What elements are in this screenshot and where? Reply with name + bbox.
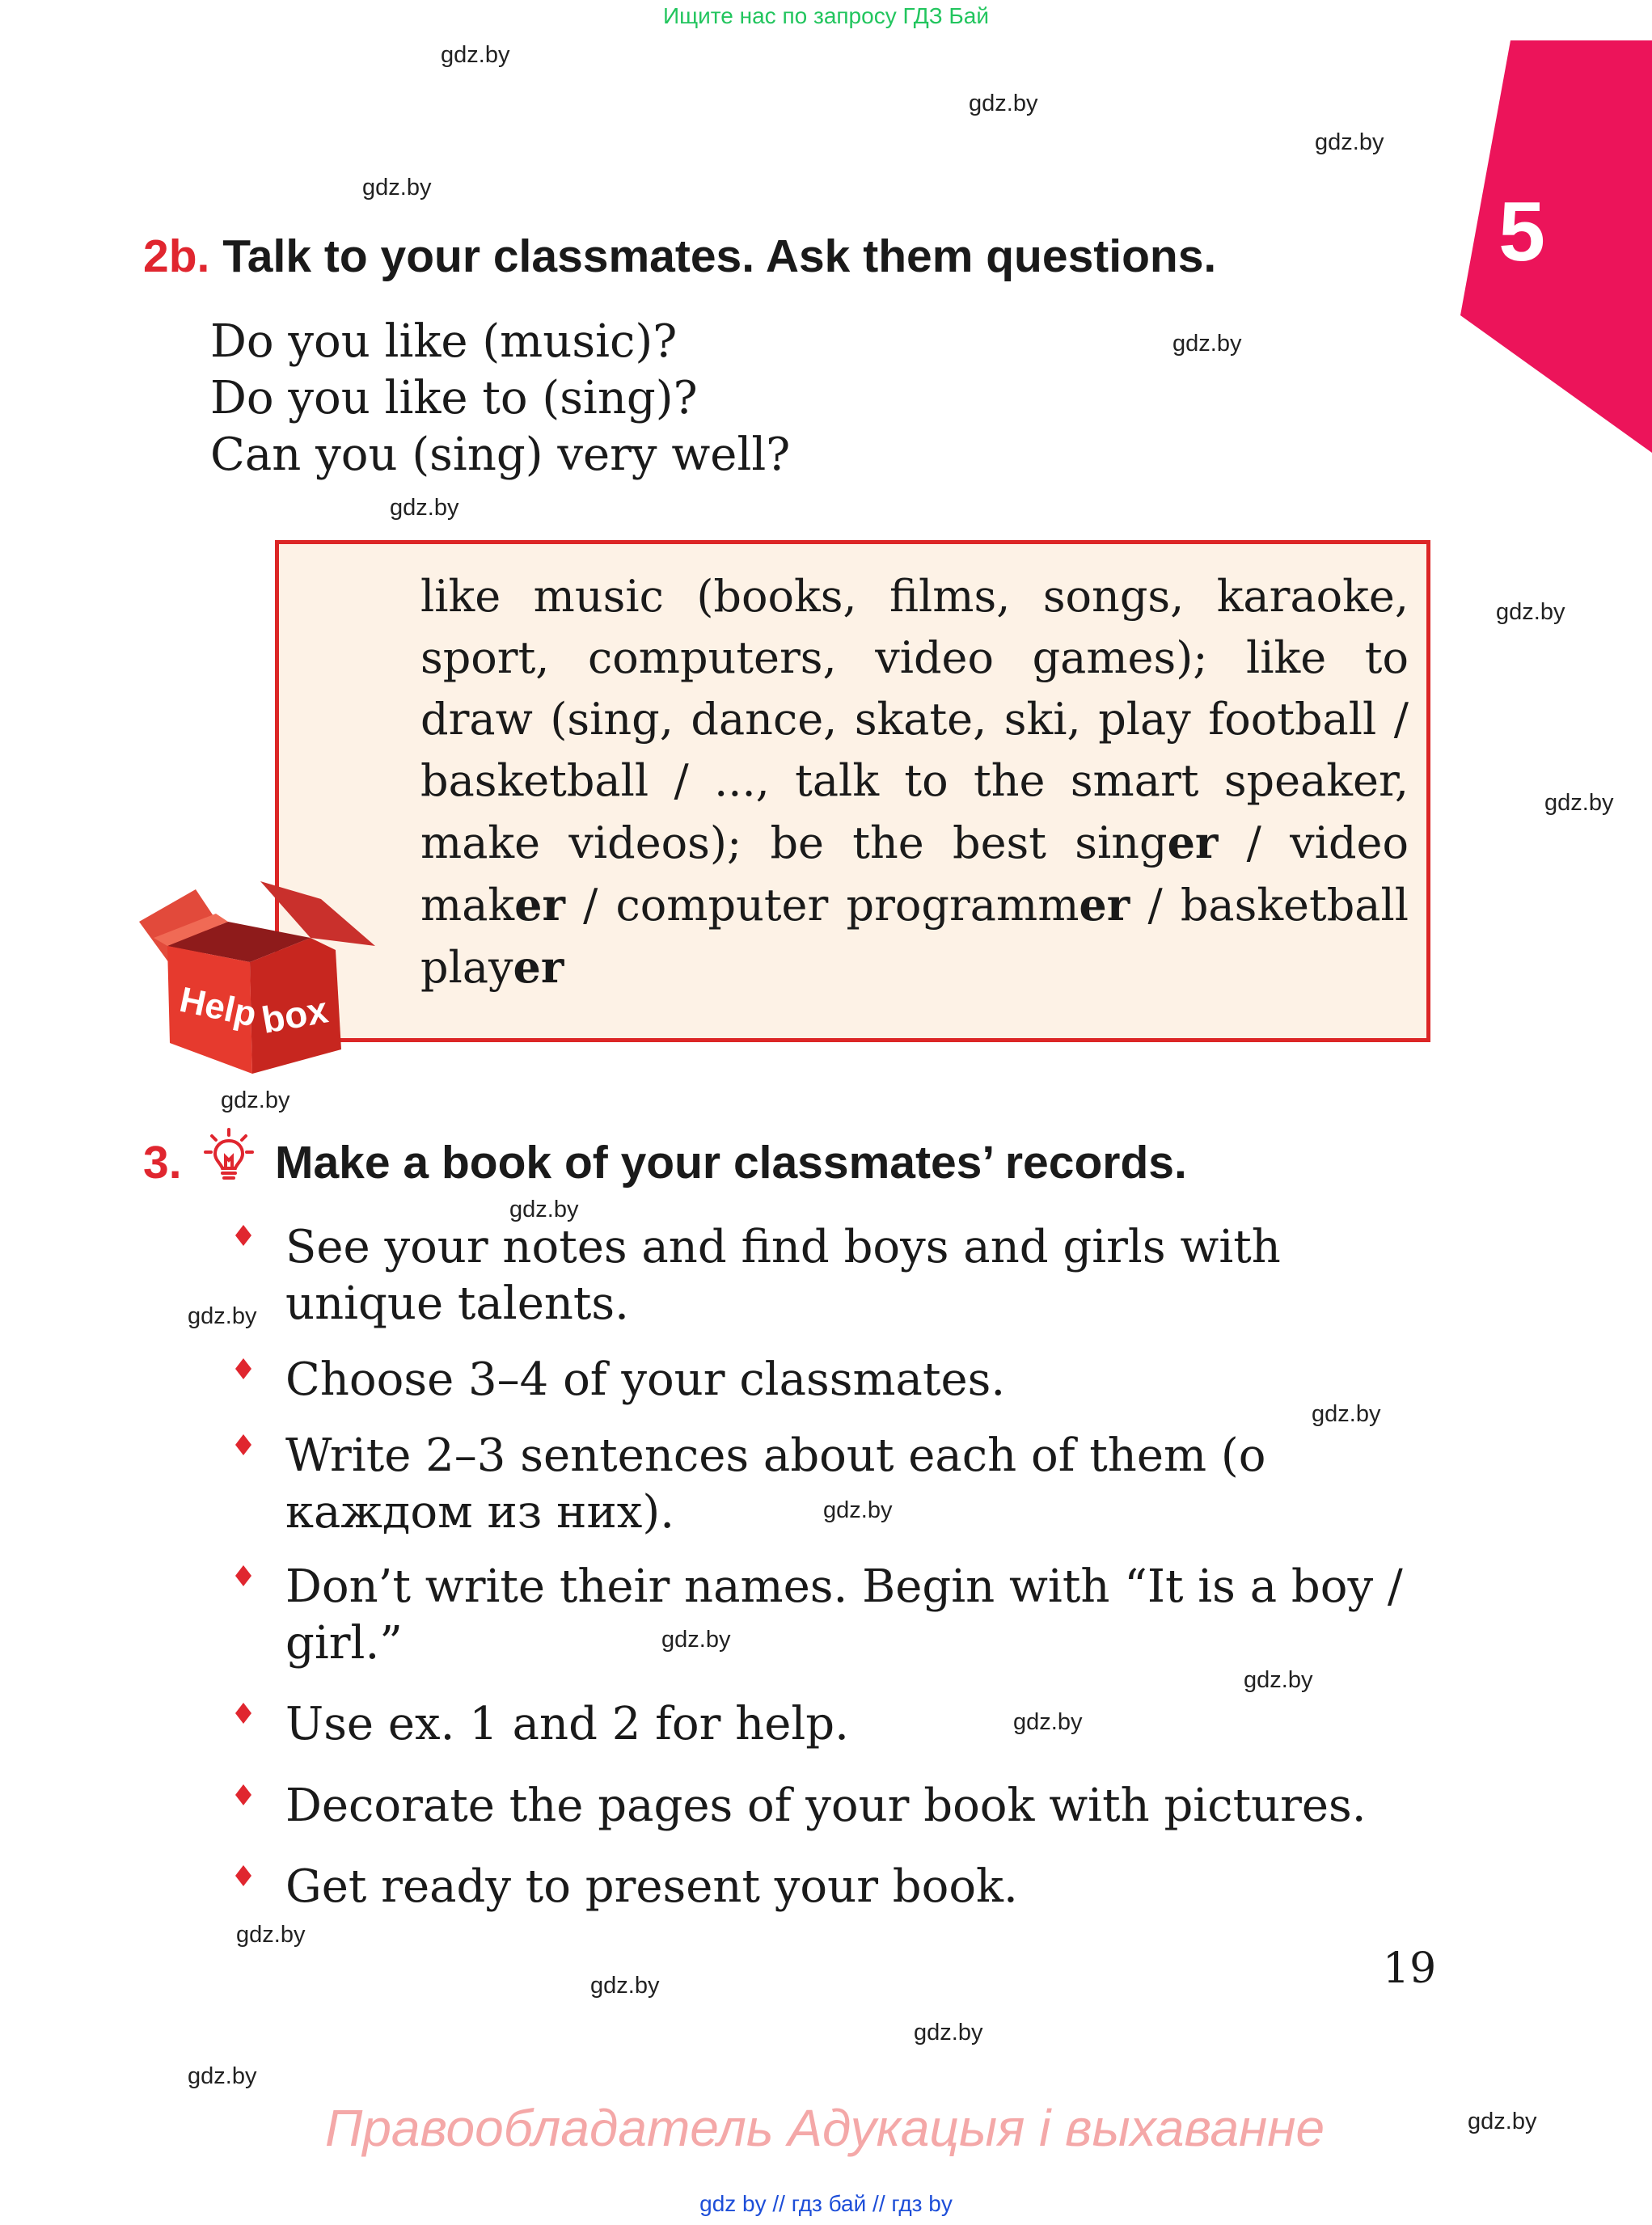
watermark: gdz.by bbox=[914, 2020, 983, 2046]
bullet-diamond-icon bbox=[233, 1358, 254, 1379]
bullet-item: Write 2–3 sentences about each of them (о каждом из них). bbox=[285, 1429, 1266, 1539]
bullet-item: See your notes and find boys and girls with unique talents. bbox=[285, 1221, 1281, 1330]
watermark: gdz.by bbox=[188, 1303, 257, 1329]
watermark: gdz.by bbox=[1468, 2109, 1537, 2134]
question-line: Can you (sing) very well? bbox=[210, 429, 791, 481]
watermark: gdz.by bbox=[661, 1627, 731, 1653]
unit-number: 5 bbox=[1498, 185, 1545, 279]
copyright-notice: Правообладатель Адукацыя і выхаванне bbox=[324, 2099, 1325, 2157]
bullet-diamond-icon bbox=[233, 1703, 254, 1724]
watermark: gdz.by bbox=[1013, 1709, 1083, 1735]
bullet-item: Choose 3–4 of your classmates. bbox=[285, 1353, 1006, 1406]
task-3-heading bbox=[143, 1136, 182, 1189]
task-2b-title: Talk to your classmates. Ask them questions. bbox=[222, 230, 1217, 282]
watermark: gdz.by bbox=[390, 495, 459, 521]
bullet-item: Get ready to present your book. bbox=[285, 1860, 1018, 1913]
watermark: gdz.by bbox=[823, 1497, 893, 1523]
box-logo-word: box bbox=[258, 988, 332, 1041]
top-banner[interactable]: Ищите нас по запросу ГДЗ Бай bbox=[662, 3, 990, 28]
bullet-item: Don’t write their names. Begin with “It is a boy / girl.” bbox=[285, 1560, 1403, 1670]
watermark: gdz.by bbox=[441, 42, 510, 68]
bullet-diamond-icon bbox=[233, 1565, 254, 1586]
bullet-diamond-icon bbox=[233, 1784, 254, 1805]
bullet-diamond-icon bbox=[233, 1865, 254, 1886]
watermark: gdz.by bbox=[509, 1197, 579, 1222]
help-box-text: like music (books, films, songs, karaoke, sport, computers, video games); like to draw (sing, dance, skate, ski, play football / basketball / ..., talk to the smart speaker, make videos); be the best singer / video maker / computer programmer / basketball player bbox=[420, 571, 1409, 993]
lightbulb-icon bbox=[204, 1128, 254, 1184]
watermark: gdz.by bbox=[1172, 331, 1242, 357]
task-2b-heading bbox=[143, 230, 1216, 283]
task-3-title: Make a book of your classmates’ records. bbox=[275, 1137, 1187, 1188]
bullet-diamond-icon bbox=[233, 1225, 254, 1246]
task-3-number: 3. bbox=[143, 1137, 182, 1188]
question-line: Do you like to (sing)? bbox=[210, 372, 698, 424]
watermark: gdz.by bbox=[236, 1922, 306, 1948]
question-line: Do you like (music)? bbox=[210, 315, 678, 368]
watermark: gdz.by bbox=[362, 175, 432, 201]
page-number: 19 bbox=[1383, 1944, 1437, 1993]
watermark: gdz.by bbox=[1312, 1401, 1381, 1427]
bullet-item: Decorate the pages of your book with pictures. bbox=[285, 1780, 1367, 1832]
task-2b-number: 2b. bbox=[143, 230, 210, 282]
bullet-item: Use ex. 1 and 2 for help. bbox=[285, 1698, 849, 1750]
watermark: gdz.by bbox=[188, 2063, 257, 2089]
watermark: gdz.by bbox=[590, 1973, 660, 1999]
watermark: gdz.by bbox=[969, 91, 1038, 116]
footer-links[interactable]: gdz by // гдз бай // гдз by bbox=[699, 2191, 953, 2216]
watermark: gdz.by bbox=[221, 1087, 290, 1113]
bullet-diamond-icon bbox=[233, 1434, 254, 1455]
watermark: gdz.by bbox=[1244, 1667, 1313, 1693]
watermark: gdz.by bbox=[1544, 790, 1614, 816]
watermark: gdz.by bbox=[1315, 129, 1384, 155]
help-logo-word: Help bbox=[175, 979, 260, 1035]
help-box-logo bbox=[139, 881, 382, 1075]
watermark: gdz.by bbox=[1496, 599, 1565, 625]
